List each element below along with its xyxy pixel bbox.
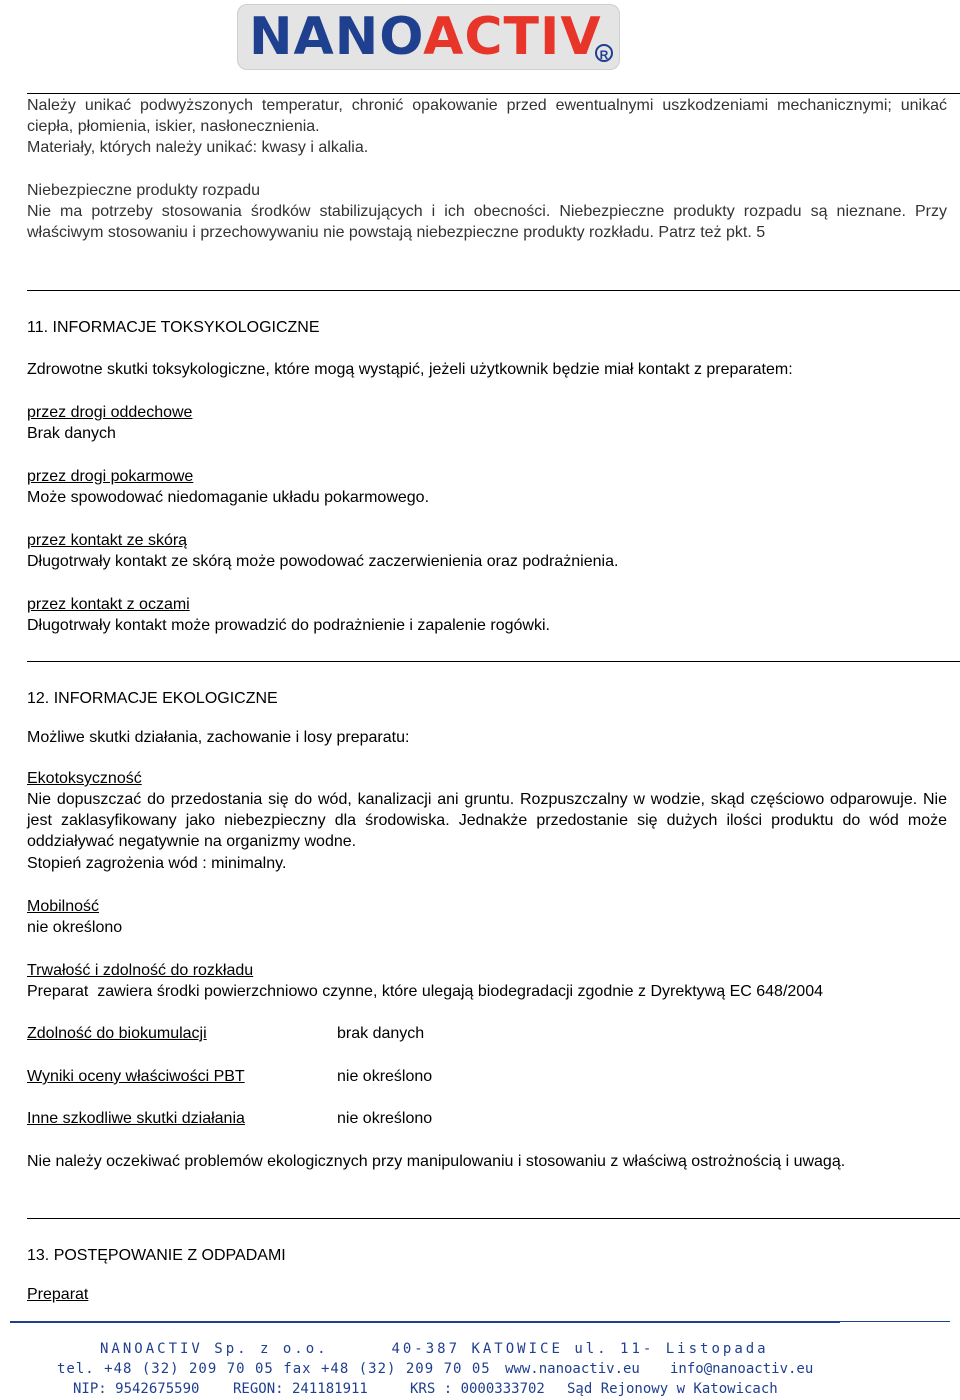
regon: REGON: 241181911 xyxy=(233,1381,368,1397)
route-text: Długotrwały kontakt może prowadzić do podrażnienie i zapalenie rogówki. xyxy=(27,617,550,634)
ecology-closing: Nie należy oczekiwać problemów ekologicznych przy manipulowaniu i stosowaniu z właściwą ostrożnością i uwagą. xyxy=(27,1153,846,1170)
divider xyxy=(27,661,960,662)
ecotoxicity-text: Nie dopuszczać do przedostania się do wód, kanalizacji ani gruntu. Rozpuszczalny w wodzie, skąd częściowo odparowuje. Nie jest zaklasyfikowany jako niebezpieczny dla środowiska. Jednakże przedostanie się dużych ilości produktu do wód może oddziaływać negatywnie na organizmy wodne. xyxy=(27,791,947,850)
footer-rule-thin xyxy=(840,1321,950,1322)
footer-contact xyxy=(57,1360,491,1378)
company-logo xyxy=(237,4,620,70)
other-effects-label: Inne szkodliwe skutki działania xyxy=(27,1110,245,1127)
storage-paragraph: Należy unikać podwyższonych temperatur, chronić opakowanie przed ewentualnymi uszkodzeniami mechanicznymi; unikać ciepła, płomienia, iskier, nasłonecznienia. xyxy=(27,97,947,135)
footer-rule xyxy=(10,1321,840,1323)
water-hazard: Stopień zagrożenia wód : minimalny. xyxy=(27,855,287,872)
divider xyxy=(27,290,960,291)
logo-nano: NANO xyxy=(249,7,424,67)
decomposition-heading: Niebezpieczne produkty rozpadu xyxy=(27,182,261,199)
mobility-text: nie określono xyxy=(27,919,123,936)
section-12-title: 12. INFORMACJE EKOLOGICZNE xyxy=(27,690,278,707)
waste-subheading: Preparat xyxy=(27,1286,89,1303)
ecotoxicity-label: Ekotoksyczność xyxy=(27,770,142,787)
section-13-title: 13. POSTĘPOWANIE Z ODPADAMI xyxy=(27,1247,286,1264)
section-11-title: 11. INFORMACJE TOKSYKOLOGICZNE xyxy=(27,319,320,336)
pbt-value: nie określono xyxy=(337,1068,433,1085)
logo-activ: ACTIV xyxy=(423,7,602,67)
other-effects-value: nie określono xyxy=(337,1110,433,1127)
ecology-intro: Możliwe skutki działania, zachowanie i losy preparatu: xyxy=(27,729,410,746)
nip: NIP: 9542675590 xyxy=(73,1381,200,1397)
incompatible-materials: Materiały, których należy unikać: kwasy i alkalia. xyxy=(27,139,369,156)
degradability-text: Preparat zawiera środki powierzchniowo czynne, które ulegają biodegradacji zgodnie z Dyrektywą EC 648/2004 xyxy=(27,983,823,1000)
company-address: 40-387 KATOWICE ul. 11- Listopada xyxy=(391,1341,769,1357)
route-label: przez drogi oddechowe xyxy=(27,404,193,421)
email-link[interactable]: info@nanoactiv.eu xyxy=(670,1361,814,1377)
registered-mark: R xyxy=(595,44,613,62)
pbt-label: Wyniki oceny właściwości PBT xyxy=(27,1068,245,1085)
court: Sąd Rejonowy w Katowicach xyxy=(567,1381,778,1397)
mobility-label: Mobilność xyxy=(27,898,100,915)
route-label: przez kontakt ze skórą xyxy=(27,532,188,549)
route-label: przez drogi pokarmowe xyxy=(27,468,194,485)
degradability-label: Trwałość i zdolność do rozkładu xyxy=(27,962,254,979)
divider xyxy=(27,93,960,94)
decomposition-text: Nie ma potrzeby stosowania środków stabilizujących i ich obecności. Niebezpieczne produkty rozpadu są nieznane. Przy właściwym stosowaniu i przechowywaniu nie powstają niebezpieczne produkty rozkładu. Patrz też pkt. 5 xyxy=(27,203,947,241)
company-name: NANOACTIV Sp. z o.o. xyxy=(100,1341,329,1357)
route-label: przez kontakt z oczami xyxy=(27,596,190,613)
divider xyxy=(27,1218,960,1219)
website-link[interactable]: www.nanoactiv.eu xyxy=(505,1361,640,1377)
route-text: Długotrwały kontakt ze skórą może powodować zaczerwienienia oraz podrażnienia. xyxy=(27,553,619,570)
footer-company xyxy=(100,1340,769,1358)
route-text: Brak danych xyxy=(27,425,116,442)
krs: KRS : 0000333702 xyxy=(410,1381,545,1397)
bioaccumulation-label: Zdolność do biokumulacji xyxy=(27,1025,207,1042)
phone-fax: tel. +48 (32) 209 70 05 fax +48 (32) 209 70 05 xyxy=(57,1361,491,1377)
toxicology-intro: Zdrowotne skutki toksykologiczne, które mogą wystąpić, jeżeli użytkownik będzie miał kontakt z preparatem: xyxy=(27,361,793,378)
bioaccumulation-value: brak danych xyxy=(337,1025,425,1042)
route-text: Może spowodować niedomaganie układu pokarmowego. xyxy=(27,489,430,506)
